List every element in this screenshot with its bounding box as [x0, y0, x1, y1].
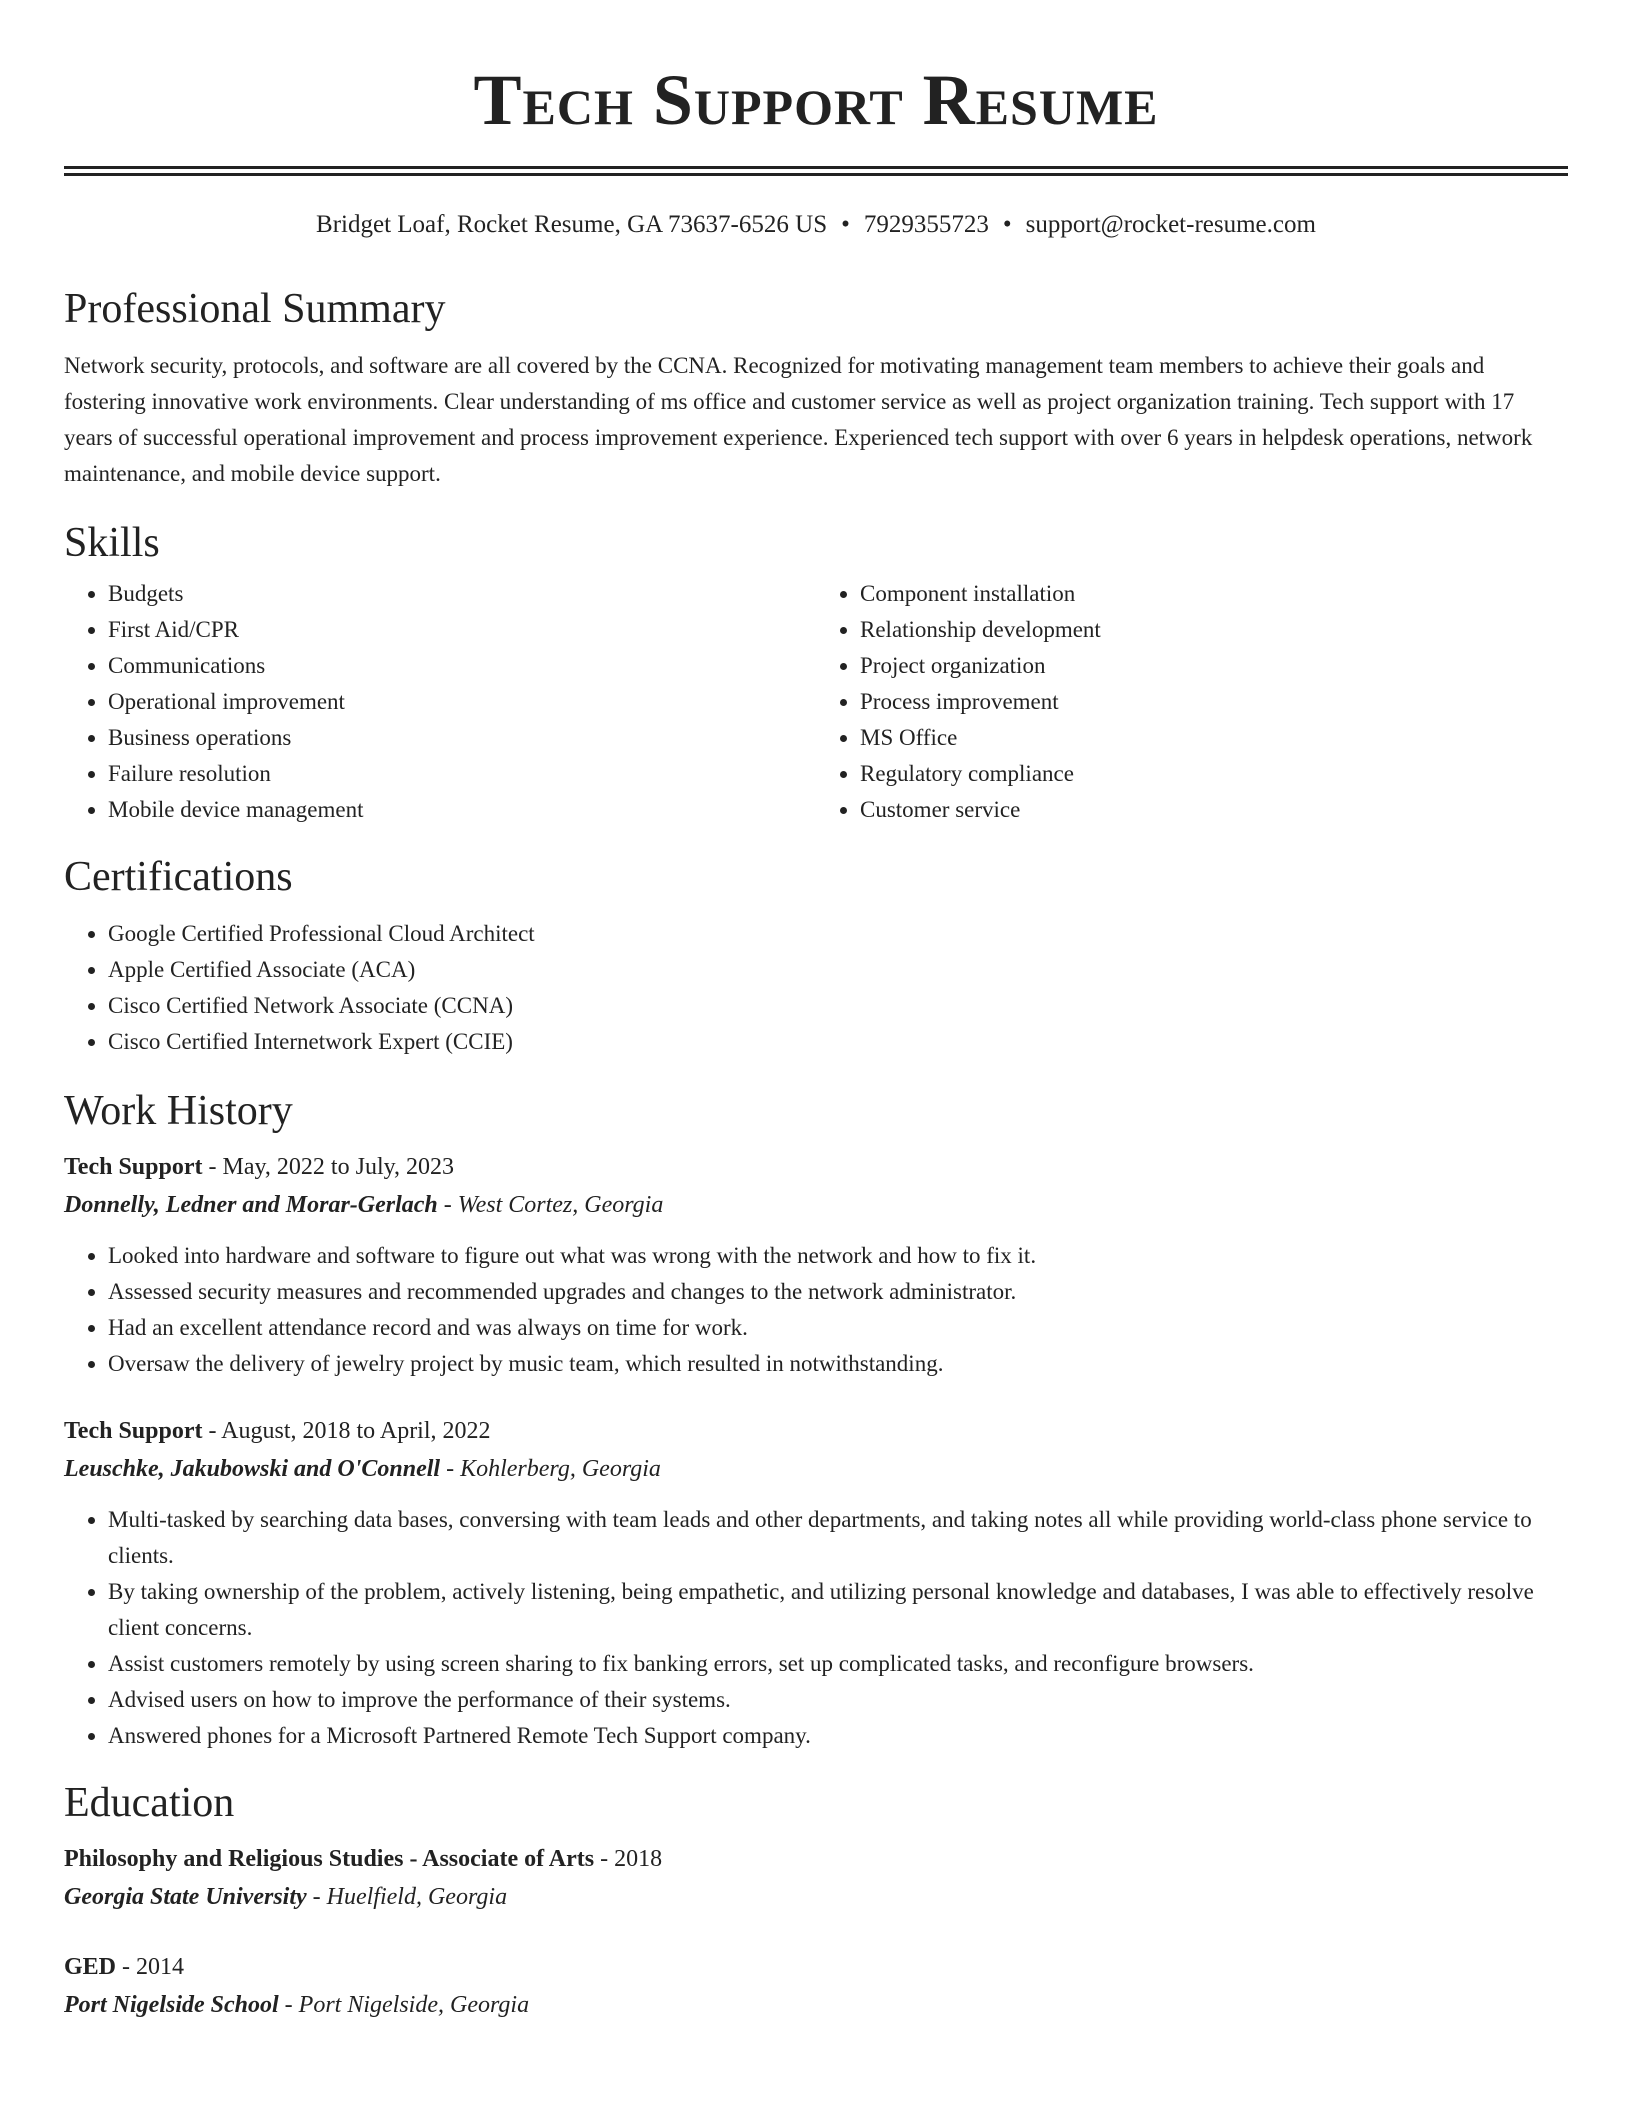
contact-separator: •	[1002, 211, 1012, 238]
skill-item: • Business operations	[108, 720, 816, 756]
job-title: Tech Support	[64, 1154, 203, 1180]
certifications-list	[64, 916, 1568, 1060]
certification-item: • Cisco Certified Internetwork Expert (CCIE)	[108, 1024, 1568, 1060]
job-dates: May, 2022 to July, 2023	[222, 1154, 455, 1180]
summary-text: Network security, protocols, and software are all covered by the CCNA. Recognized for motivating management team members to achieve their goals and fostering innovative work environments. Clear understanding of ms office and customer service as well as project organization training. Tech support with 17 years of successful operational improvement and process improvement experience. Experienced tech support with over 6 years in helpdesk operations, network maintenance, and mobile device support.	[64, 353, 1533, 486]
skills-heading: Skills	[64, 520, 160, 566]
job-bullet: • Had an excellent attendance record and was always on time for work.	[108, 1310, 1568, 1346]
skill-item: • MS Office	[860, 720, 1568, 756]
skill-item: • Project organization	[860, 648, 1568, 684]
skill-item: • Relationship development	[860, 612, 1568, 648]
certification-item: • Apple Certified Associate (ACA)	[108, 952, 1568, 988]
education-degree: GED	[64, 1954, 117, 1980]
job-dates: August, 2018 to April, 2022	[221, 1418, 491, 1444]
contact-address: Bridget Loaf, Rocket Resume, GA 73637-6526 US	[316, 211, 828, 238]
contact-line	[64, 210, 1568, 240]
job-bullet: • Multi-tasked by searching data bases, conversing with team leads and other departments, and taking notes all while providing world-class phone service to clients.	[108, 1502, 1568, 1574]
work-history-heading: Work History	[64, 1088, 293, 1134]
skill-item: • Operational improvement	[108, 684, 816, 720]
education-degree: Philosophy and Religious Studies - Associate of Arts	[64, 1846, 595, 1872]
contact-separator: •	[841, 211, 850, 238]
education-school: Georgia State University	[64, 1884, 307, 1910]
education-entry	[64, 1948, 1568, 2024]
skill-item: • Component installation	[860, 576, 1568, 612]
education-school-line: Georgia State University - Huelfield, Georgia	[64, 1884, 508, 1910]
skill-item: • Communications	[108, 648, 816, 684]
work-history-section	[64, 1086, 1568, 1754]
skills-list-right	[816, 576, 1568, 828]
job-bullet: • Assist customers remotely by using screen sharing to fix banking errors, set up complicated tasks, and reconfigure browsers.	[108, 1646, 1568, 1682]
education-school-line: Port Nigelside School - Port Nigelside, Georgia	[64, 1992, 530, 2018]
summary-section	[64, 284, 1568, 492]
education-location: Huelfield, Georgia	[326, 1884, 508, 1910]
skill-item: • First Aid/CPR	[108, 612, 816, 648]
job-bullets	[64, 1502, 1568, 1754]
education-degree-line: Philosophy and Religious Studies - Associate of Arts - 2018	[64, 1846, 663, 1872]
education-year: 2018	[614, 1846, 663, 1872]
job-location: West Cortez, Georgia	[457, 1192, 664, 1218]
certifications-heading: Certifications	[64, 854, 293, 900]
skill-item: • Failure resolution	[108, 756, 816, 792]
job-company: Donnelly, Ledner and Morar-Gerlach	[64, 1192, 438, 1218]
skill-item: • Mobile device management	[108, 792, 816, 828]
summary-heading: Professional Summary	[64, 286, 446, 332]
job-bullet: • Assessed security measures and recommended upgrades and changes to the network administrator.	[108, 1274, 1568, 1310]
education-school: Port Nigelside School	[64, 1992, 279, 2018]
education-location: Port Nigelside, Georgia	[298, 1992, 530, 2018]
job-bullet: • Advised users on how to improve the performance of their systems.	[108, 1682, 1568, 1718]
job-bullets	[64, 1238, 1568, 1382]
education-degree-line: GED - 2014	[64, 1954, 185, 1980]
job-bullet: • Looked into hardware and software to figure out what was wrong with the network and how to fix it.	[108, 1238, 1568, 1274]
certification-item: • Cisco Certified Network Associate (CCNA)	[108, 988, 1568, 1024]
skill-item: • Customer service	[860, 792, 1568, 828]
education-section	[64, 1778, 1568, 2024]
skills-list-left	[64, 576, 816, 828]
job-bullet: • By taking ownership of the problem, actively listening, being empathetic, and utilizing personal knowledge and databases, I was able to effectively resolve client concerns.	[108, 1574, 1568, 1646]
title-divider	[64, 166, 1568, 176]
job-company-line: Donnelly, Ledner and Morar-Gerlach - West Cortez, Georgia	[64, 1192, 664, 1218]
skill-item: • Budgets	[108, 576, 816, 612]
job-title-line: Tech Support - May, 2022 to July, 2023	[64, 1154, 455, 1180]
skill-item: • Regulatory compliance	[860, 756, 1568, 792]
education-year: 2014	[136, 1954, 185, 1980]
resume-title: Tech Support Resume	[473, 60, 1159, 140]
education-heading: Education	[64, 1780, 235, 1826]
job-title: Tech Support	[64, 1418, 203, 1444]
certification-item: • Google Certified Professional Cloud Architect	[108, 916, 1568, 952]
job-title-line: Tech Support - August, 2018 to April, 2022	[64, 1418, 491, 1444]
education-entry	[64, 1840, 1568, 1916]
job-entry	[64, 1148, 1568, 1382]
contact-email: support@rocket-resume.com	[1025, 211, 1316, 238]
skill-item: • Process improvement	[860, 684, 1568, 720]
job-entry	[64, 1412, 1568, 1754]
job-location: Kohlerberg, Georgia	[460, 1456, 661, 1482]
job-company-line: Leuschke, Jakubowski and O'Connell - Kohlerberg, Georgia	[64, 1456, 661, 1482]
skills-columns	[64, 576, 1568, 828]
job-bullet: • Answered phones for a Microsoft Partnered Remote Tech Support company.	[108, 1718, 1568, 1754]
contact-phone: 7929355723	[863, 211, 989, 238]
job-company: Leuschke, Jakubowski and O'Connell	[64, 1456, 441, 1482]
skills-section	[64, 518, 1568, 828]
certifications-section	[64, 852, 1568, 1060]
job-bullet: • Oversaw the delivery of jewelry project by music team, which resulted in notwithstanding.	[108, 1346, 1568, 1382]
